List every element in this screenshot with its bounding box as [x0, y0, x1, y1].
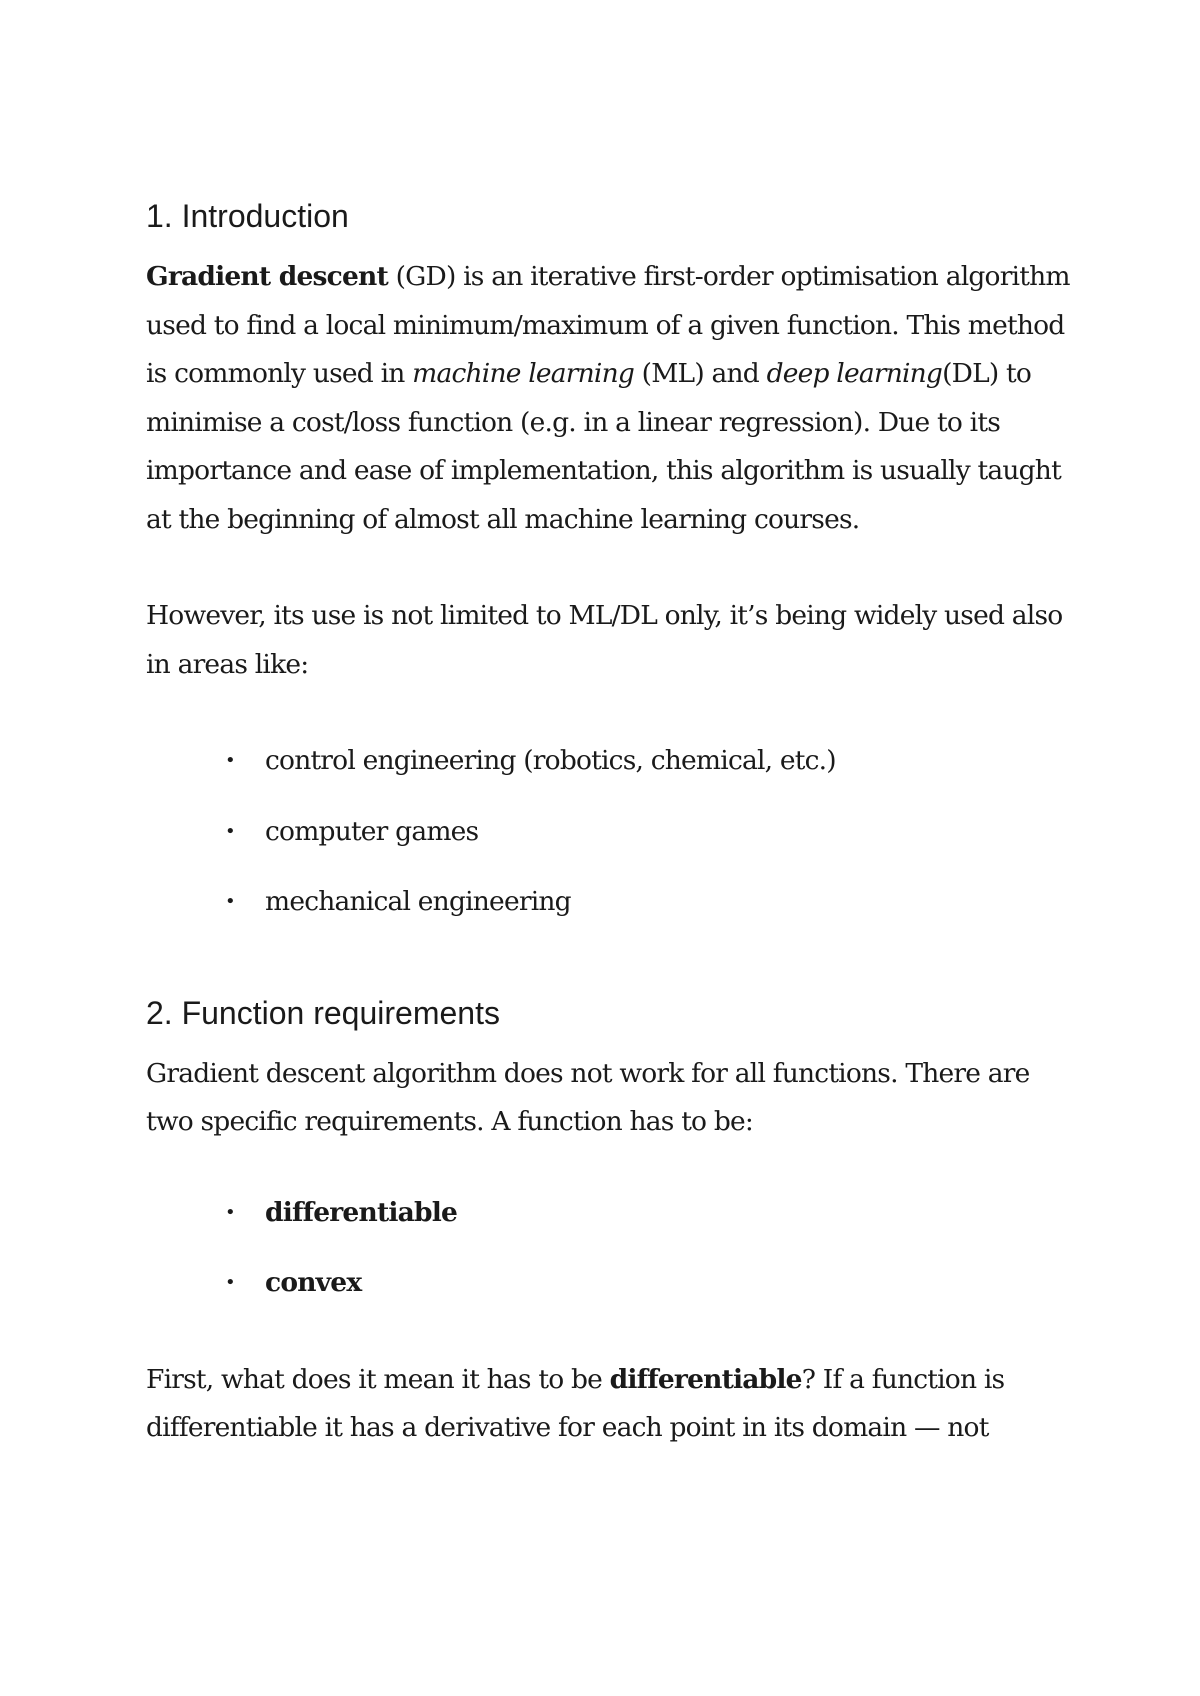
intro-text-3: (DL) to minimise a cost/loss function (e.g. in a linear regression). Due to its importance and ease of implementation, this algorithm is usually taught at the beginning of almost all machine learning courses. — [146, 358, 1061, 535]
bold-term-gradient-descent: Gradient descent — [146, 261, 388, 292]
bullet-icon: • — [225, 1272, 235, 1293]
application-areas-list — [146, 737, 1076, 927]
intro-paragraph — [146, 253, 1076, 544]
differentiable-paragraph: First, what does it mean it has to be differentiable? If a function is differentiable it has a derivative for each point in its domain — not — [146, 1363, 1005, 1443]
bullet-icon: • — [225, 750, 235, 771]
requirements-list — [146, 1189, 1076, 1308]
section-heading-introduction: 1. Introduction — [146, 198, 349, 234]
list-item: • mechanical engineering — [146, 878, 1076, 927]
bullet-icon: • — [225, 891, 235, 912]
section-heading-function-requirements: 2. Function requirements — [146, 994, 500, 1031]
list-item: • differentiable — [146, 1189, 1076, 1238]
italic-term-machine-learning: machine learning — [412, 358, 635, 389]
list-item: • control engineering (robotics, chemical, etc.) — [146, 737, 1076, 786]
bullet-icon: • — [225, 820, 235, 842]
list-item: • computer games — [146, 808, 1076, 857]
list-item: • convex — [146, 1259, 1076, 1308]
document-page — [146, 196, 1076, 1453]
requirements-paragraph: Gradient descent algorithm does not work for all functions. There are two specific requirements. A function has to be: — [146, 1057, 1030, 1137]
bold-term-differentiable: differentiable — [609, 1363, 802, 1395]
intro-text-2: (ML) and — [634, 358, 767, 389]
bullet-icon: • — [225, 1201, 235, 1223]
however-paragraph: However, its use is not limited to ML/DL only, it’s being widely used also in areas like: — [146, 600, 1063, 680]
intro-text-1: (GD) is an iterative first-order optimisation algorithm used to find a local minimum/maximum of a given function. This method is commonly used in — [146, 261, 1070, 389]
italic-term-deep-learning: deep learning — [766, 358, 943, 389]
